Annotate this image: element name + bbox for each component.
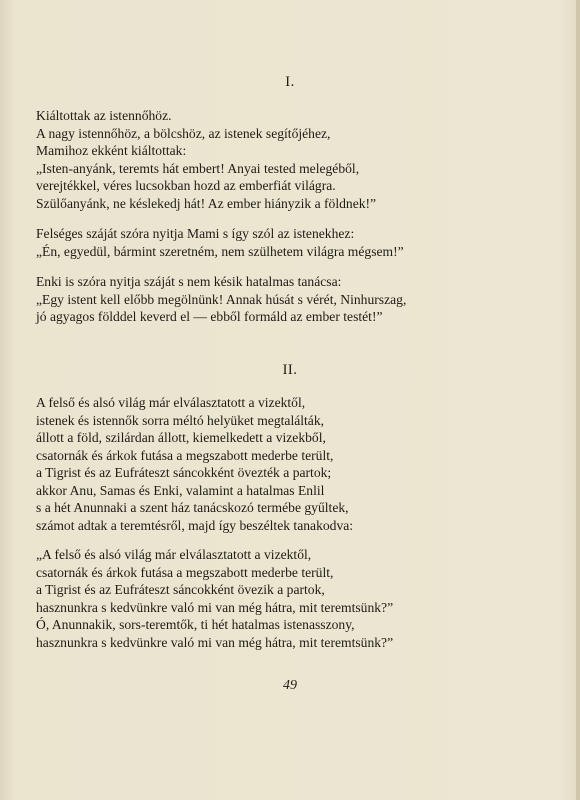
- verse-line: „Én, egyedül, bármint szeretném, nem szülhetem világra mégsem!”: [36, 243, 404, 259]
- verse-line: csatornák és árkok futása a megszabott mederbe terült,: [36, 447, 334, 463]
- verse-line: istenek és istennők sorra méltó helyüket megtalálták,: [36, 412, 325, 428]
- verse-line: s a hét Anunnaki a szent ház tanácskozó termébe gyűltek,: [36, 500, 349, 515]
- verse-line: A felső és alsó világ már elválasztatott a vizektől,: [36, 395, 306, 410]
- stanza-5: [36, 546, 556, 651]
- stanza-3: [36, 273, 556, 326]
- verse-line: akkor Anu, Samas és Enki, valamint a hatalmas Enlil: [36, 482, 325, 498]
- verse-line: számot adtak a teremtésről, majd így beszéltek tanakodva:: [36, 517, 354, 533]
- verse-line: a Tigrist és az Eufráteszt sáncokként övezték a partok;: [36, 465, 332, 480]
- verse-line: Mamihoz ekként kiáltottak:: [36, 143, 187, 158]
- verse-line: Szülőanyánk, ne késlekedj hát! Az ember hiányzik a földnek!”: [36, 195, 377, 211]
- stanza-2: [36, 225, 556, 260]
- section-heading-2: II.: [282, 362, 298, 378]
- verse-line: jó agyagos földdel keverd el — ebből formáld az ember testét!”: [36, 309, 383, 324]
- section-heading-1: I.: [285, 74, 295, 90]
- verse-line: hasznunkra s kedvünkre való mi van még hátra, mit teremtsünk?”: [36, 634, 394, 650]
- verse-line: Kiáltottak az istennőhöz.: [36, 108, 172, 123]
- verse-line: Enki is szóra nyitja száját s nem késik hatalmas tanácsa:: [36, 274, 342, 289]
- verse-line: „Egy istent kell előbb megölnünk! Annak húsát s vérét, Ninhurszag,: [36, 291, 407, 307]
- verse-line: „Isten-anyánk, teremts hát embert! Anyai tested melegéből,: [36, 160, 360, 176]
- verse-line: csatornák és árkok futása a megszabott mederbe terült,: [36, 564, 334, 580]
- page-number: 49: [283, 678, 297, 693]
- stanza-1: [36, 107, 556, 212]
- verse-line: Ó, Anunnakik, sors-teremtők, ti hét hatalmas istenasszony,: [36, 617, 355, 632]
- verse-line: verejtékkel, véres lucsokban hozd az emberfiát világra.: [36, 178, 336, 193]
- verse-line: a Tigrist és az Eufráteszt sáncokként övezik a partok,: [36, 582, 325, 597]
- verse-line: „A felső és alsó világ már elválasztatott a vizektől,: [36, 547, 312, 562]
- verse-line: Felséges száját szóra nyitja Mami s így szól az istenekhez:: [36, 226, 355, 241]
- verse-line: hasznunkra s kedvünkre való mi van még hátra, mit teremtsünk?”: [36, 599, 394, 615]
- verse-line: állott a föld, szilárdan állott, kiemelkedett a vizekből,: [36, 430, 326, 445]
- verse-line: A nagy istennőhöz, a bölcshöz, az istenek segítőjéhez,: [36, 125, 331, 141]
- stanza-4: [36, 394, 556, 534]
